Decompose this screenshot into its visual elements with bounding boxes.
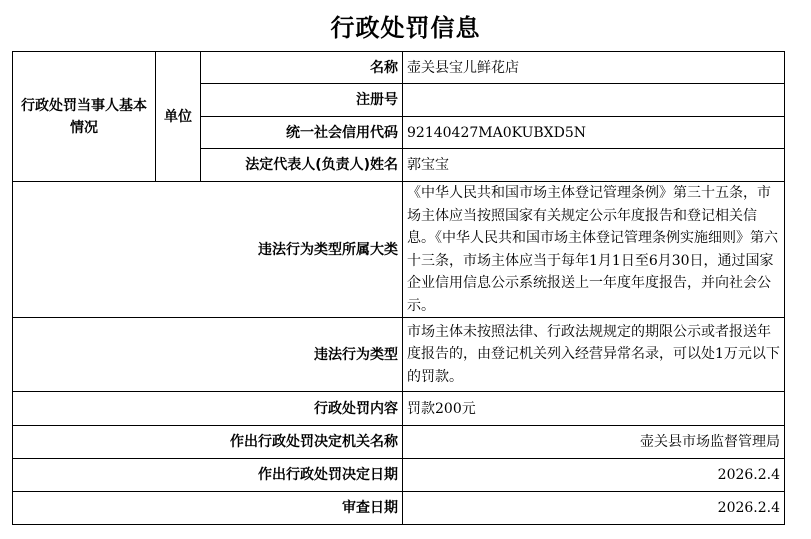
violation-type-value: 市场主体未按照法律、行政法规规定的期限公示或者报送年度报告的，由登记机关列入经营异常名录，可以处1万元以下的罚款。 [403,318,785,392]
legal-representative-value: 郭宝宝 [403,149,785,182]
credit-code-label: 统一社会信用代码 [201,117,403,149]
name-value: 壶关县宝儿鲜花店 [403,52,785,84]
credit-code-value: 92140427MA0KUBXD5N [403,117,785,149]
party-group-label: 行政处罚当事人基本情况 [13,52,156,182]
penalty-content-value: 罚款200元 [403,392,785,426]
legal-representative-label: 法定代表人(负责人)姓名 [201,149,403,182]
decision-date-label: 作出行政处罚决定日期 [13,459,403,492]
table-row [13,459,785,492]
review-date-value: 2026.2.4 [403,492,785,525]
table-row [13,492,785,525]
authority-value: 壶关县市场监督管理局 [403,426,785,459]
party-type-label: 单位 [156,52,201,182]
name-label: 名称 [201,52,403,84]
penalty-content-label: 行政处罚内容 [13,392,403,426]
table-row [13,52,785,84]
registration-number-label: 注册号 [201,84,403,117]
penalty-info-table [12,51,785,525]
table-row [13,318,785,392]
registration-number-value [403,84,785,117]
authority-label: 作出行政处罚决定机关名称 [13,426,403,459]
decision-date-value: 2026.2.4 [403,459,785,492]
violation-category-value: 《中华人民共和国市场主体登记管理条例》第三十五条，市场主体应当按照国家有关规定公示年度报告和登记相关信息。《中华人民共和国市场主体登记管理条例实施细则》第六十三条，市场主体应当于每年1月1日至6月30日，通过国家企业信用信息公示系统报送上一年度年度报告，并向社会公示。 [403,182,785,318]
page-title: 行政处罚信息 [330,14,481,42]
table-row [13,392,785,426]
table-row [13,426,785,459]
violation-category-label: 违法行为类型所属大类 [13,182,403,318]
table-row [13,182,785,318]
review-date-label: 审查日期 [13,492,403,525]
violation-type-label: 违法行为类型 [13,318,403,392]
